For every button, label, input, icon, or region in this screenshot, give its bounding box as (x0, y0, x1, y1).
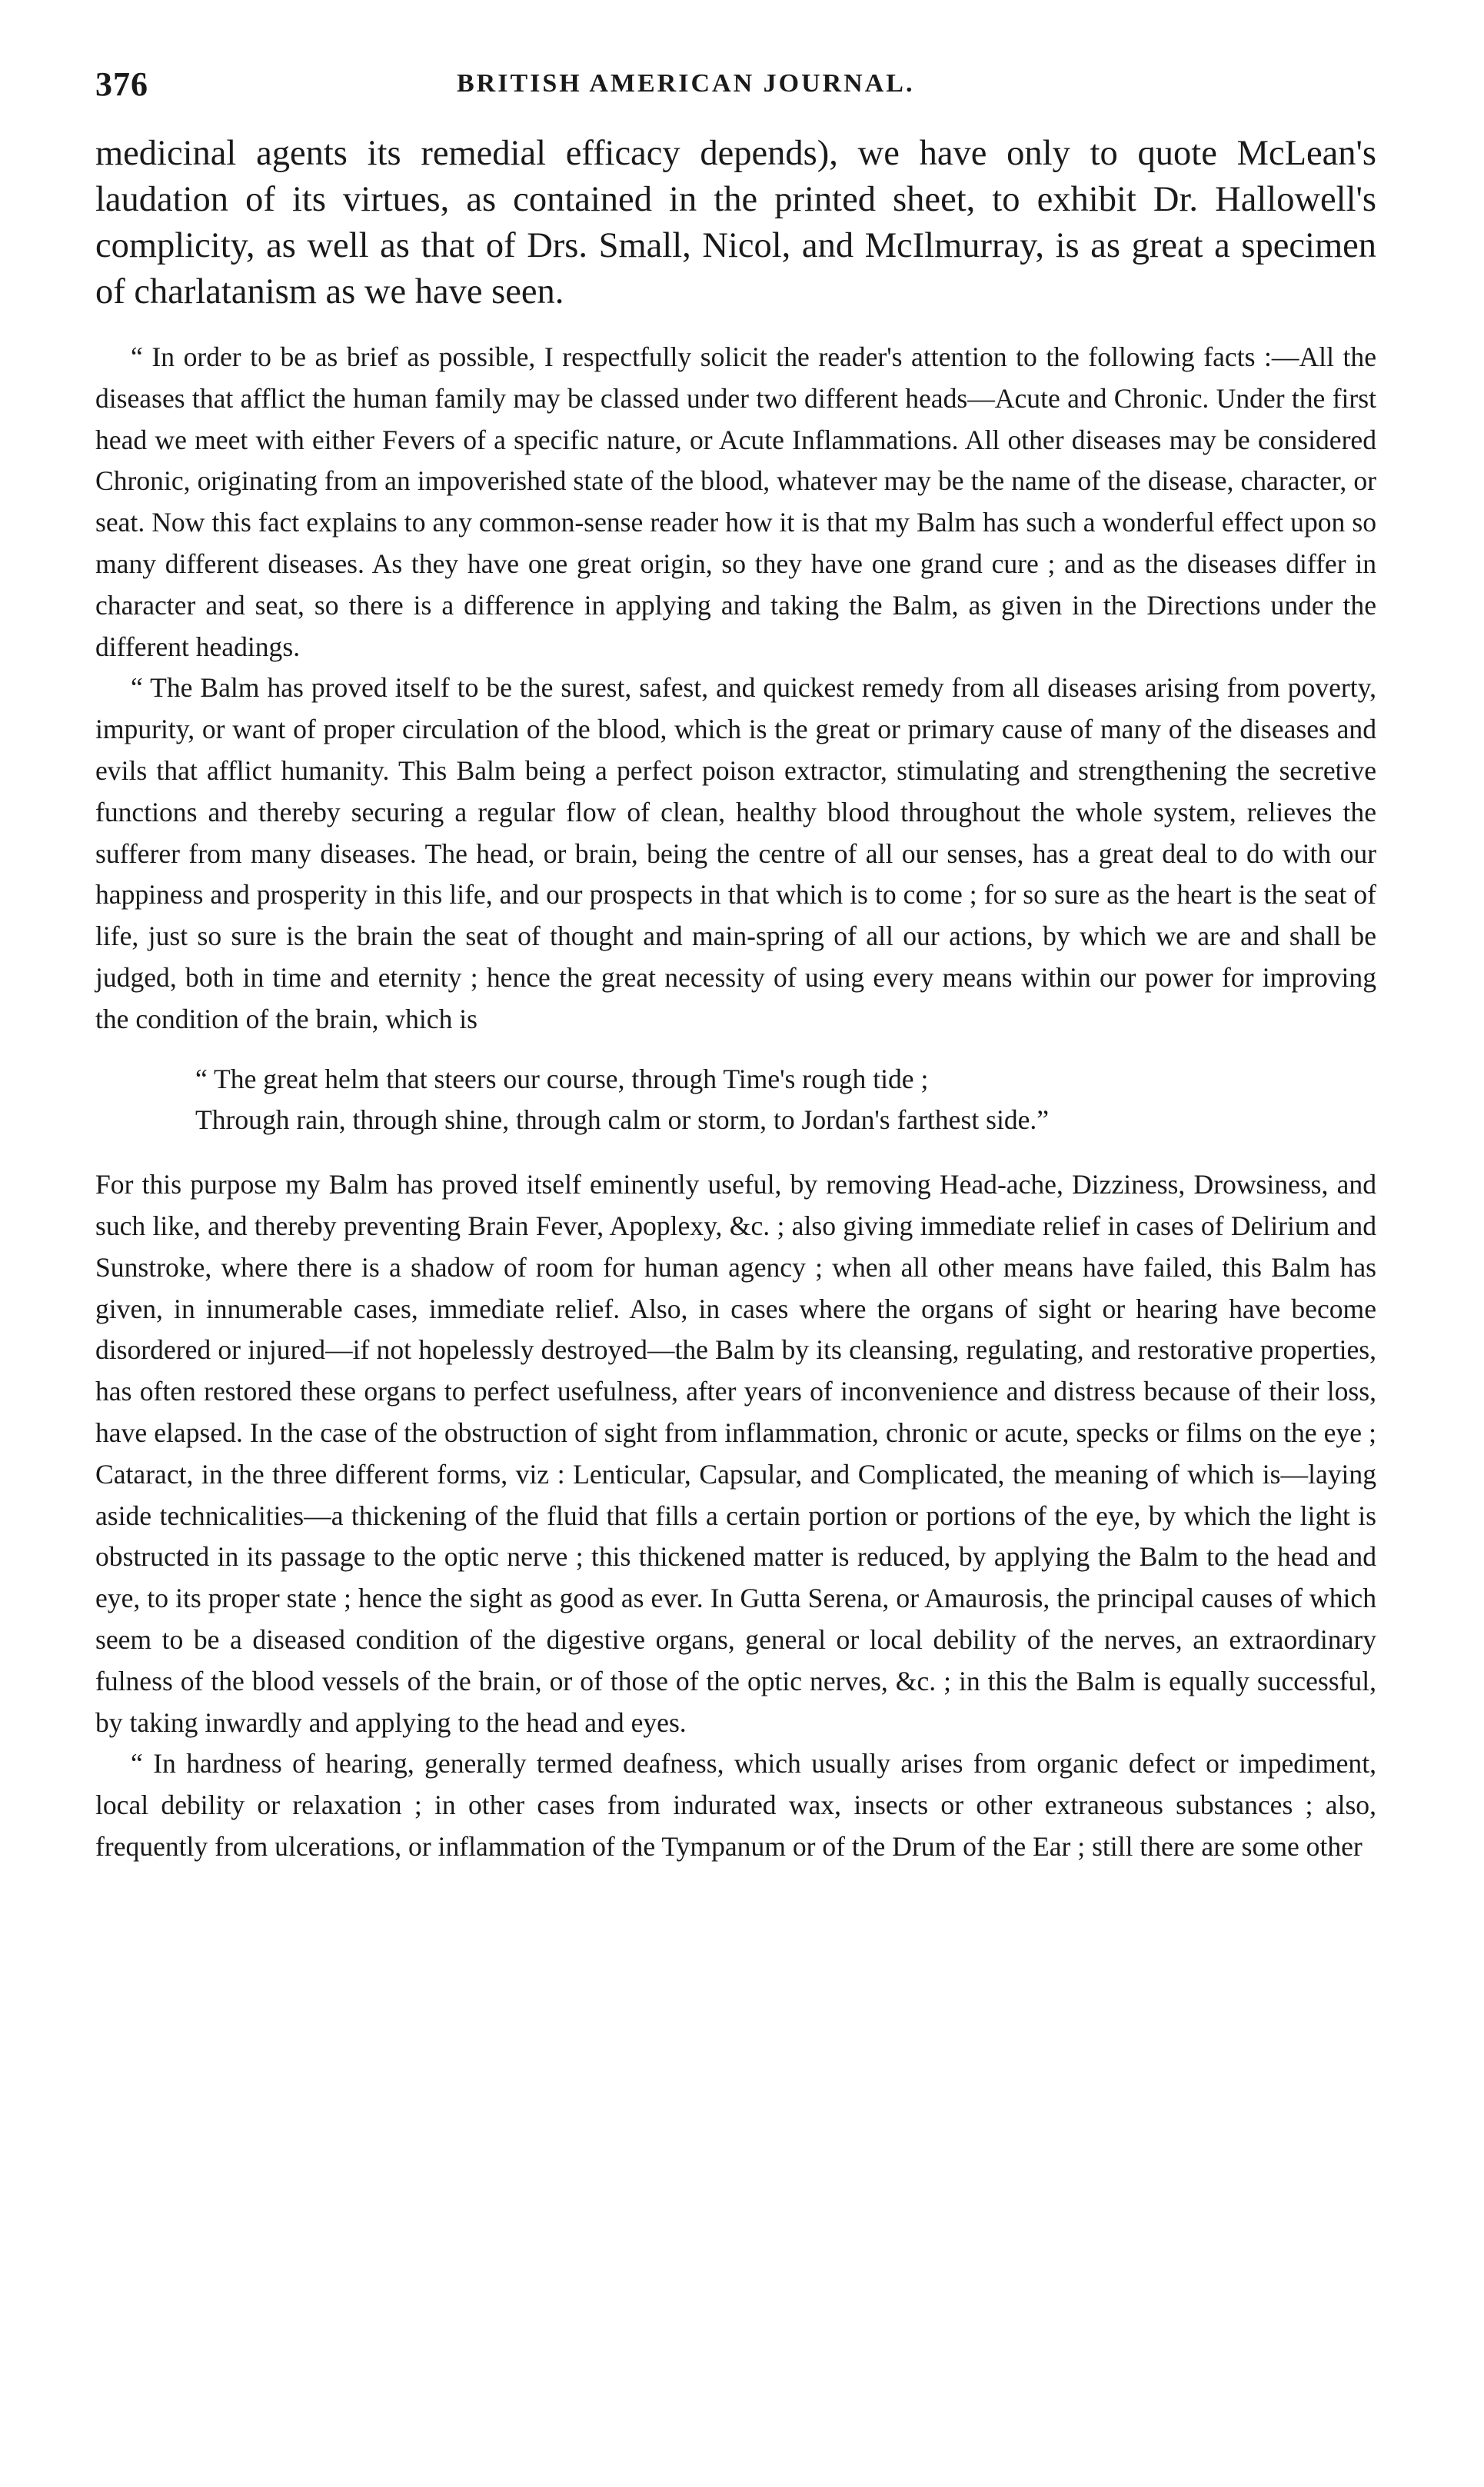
page-number: 376 (95, 65, 148, 103)
running-head (95, 65, 1376, 111)
verse-quotation (195, 1059, 1376, 1142)
verse-line: Through rain, through shine, through calm or storm, to Jordan's farthest side.” (195, 1104, 1050, 1136)
verse-line: “ The great helm that steers our course, through Time's rough tide ; (195, 1063, 929, 1094)
quoted-paragraph: “ In order to be as brief as possible, I respectfully solicit the reader's attention to the following facts :—All the diseases that afflict the human family may be classed under two different heads—Acute and Chronic. Under the first head we meet with either Fevers of a specific nature, or Acute Inflammations. All other diseases may be considered Chronic, originating from an impoverished state of the blood, whatever may be the name of the disease, character, or seat. Now this fact explains to any common-sense reader how it is that my Balm has such a wonderful effect upon so many different diseases. As they have one great origin, so they have one grand cure ; and as the diseases differ in character and seat, so there is a difference in applying and taking the Balm, as given in the Directions under the different headings. (95, 341, 1376, 662)
continuation-paragraph: For this purpose my Balm has proved itself eminently useful, by removing Head-ache, Dizziness, Drowsiness, and such like, and thereby preventing Brain Fever, Apoplexy, &c. ; also giving immediate relief in cases of Delirium and Sunstroke, where there is a shadow of room for human agency ; when all other means have failed, this Balm has given, in innumerable cases, immediate relief. Also, in cases where the organs of sight or hearing have become disordered or injured—if not hopelessly destroyed—the Balm by its cleansing, regulating, and restorative properties, has often restored these organs to perfect usefulness, after years of inconvenience and distress because of their loss, have elapsed. In the case of the obstruction of sight from inflammation, chronic or acute, specks or films on the eye ; Cataract, in the three different forms, viz : Lenticular, Capsular, and Complicated, the meaning of which is—laying aside technicalities—a thickening of the fluid that fills a certain portion or portions of the eye, by which the light is obstructed in its passage to the optic nerve ; this thickened matter is reduced, by applying the Balm to the head and eye, to its proper state ; hence the sight as good as ever. In Gutta Serena, or Amaurosis, the principal causes of which seem to be a diseased condition of the digestive organs, general or local debility of the nerves, an extraordinary fulness of the blood vessels of the brain, or of those of the optic nerves, &c. ; in this the Balm is equally successful, by taking inwardly and applying to the head and eyes. (95, 1169, 1376, 1738)
quoted-paragraph: “ In hardness of hearing, generally termed deafness, which usually arises from organic defect or impediment, local debility or relaxation ; in other cases from indurated wax, insects or other extraneous substances ; also, frequently from ulcerations, or inflammation of the Tympanum or of the Drum of the Ear ; still there are some other (95, 1748, 1376, 1862)
quoted-paragraph: “ The Balm has proved itself to be the surest, safest, and quickest remedy from all diseases arising from poverty, impurity, or want of proper circulation of the blood, which is the great or primary cause of many of the diseases and evils that afflict humanity. This Balm being a perfect poison extractor, stimulating and strengthening the secretive functions and thereby securing a regular flow of clean, healthy blood throughout the whole system, relieves the sufferer from many diseases. The head, or brain, being the centre of all our senses, has a great deal to do with our happiness and prosperity in this life, and our prospects in that which is to come ; for so sure as the heart is the seat of life, just so sure is the brain the seat of thought and main-spring of all our actions, by which we are and shall be judged, both in time and eternity ; hence the great necessity of using every means within our power for improving the condition of the brain, which is (95, 672, 1376, 1034)
lead-paragraph: medicinal agents its remedial efficacy depends), we have only to quote McLean's laudation of its virtues, as contained in the printed sheet, to exhibit Dr. Hallowell's complicity, as well as that of Drs. Small, Nicol, and McIlmurray, is as great a specimen of charlatanism as we have seen. (95, 134, 1376, 311)
journal-title: BRITISH AMERICAN JOURNAL. (457, 69, 915, 98)
journal-page (95, 65, 1376, 1868)
